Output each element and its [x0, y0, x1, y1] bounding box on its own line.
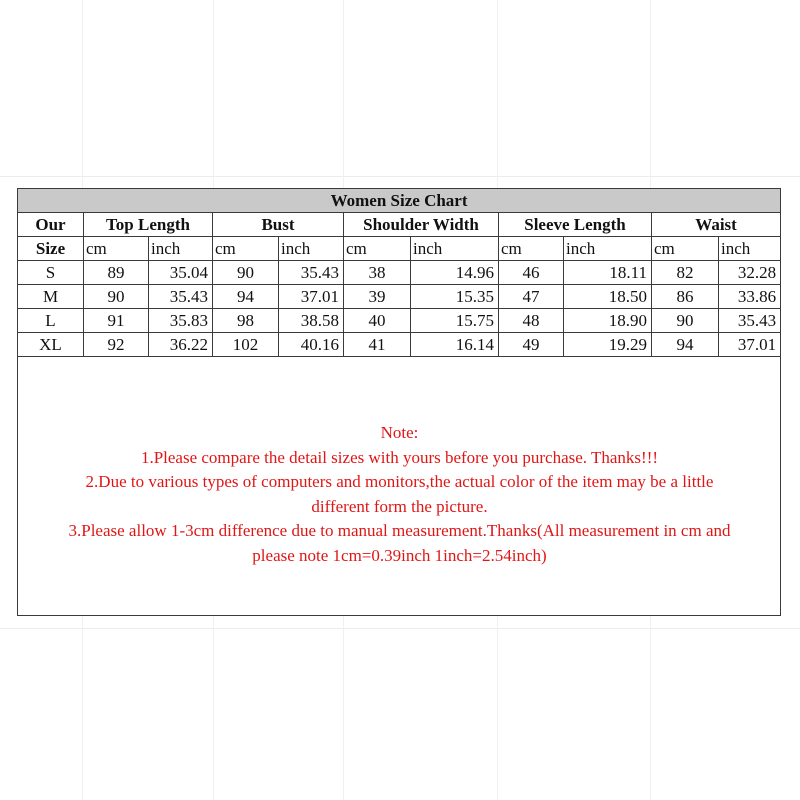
- table-row: [18, 261, 781, 285]
- note-line: 3.Please allow 1-3cm difference due to manual measurement.Thanks(All measurement in cm and: [68, 521, 731, 540]
- value-cell[interactable]: 35.43: [719, 309, 781, 333]
- chart-title[interactable]: Women Size Chart: [18, 189, 781, 213]
- value-cell[interactable]: 37.01: [719, 333, 781, 357]
- unit-inch[interactable]: inch: [564, 237, 652, 261]
- value-cell[interactable]: 94: [213, 285, 279, 309]
- header-bust[interactable]: Bust: [213, 213, 344, 237]
- value-cell[interactable]: 35.43: [279, 261, 344, 285]
- value-cell[interactable]: 38: [344, 261, 411, 285]
- unit-inch[interactable]: inch: [279, 237, 344, 261]
- value-cell[interactable]: 18.11: [564, 261, 652, 285]
- size-header-bottom[interactable]: Size: [18, 237, 84, 261]
- value-cell[interactable]: 19.29: [564, 333, 652, 357]
- value-cell[interactable]: 15.75: [411, 309, 499, 333]
- value-cell[interactable]: 90: [652, 309, 719, 333]
- value-cell[interactable]: 33.86: [719, 285, 781, 309]
- unit-inch[interactable]: inch: [719, 237, 781, 261]
- unit-inch[interactable]: inch: [411, 237, 499, 261]
- unit-cm[interactable]: cm: [84, 237, 149, 261]
- value-cell[interactable]: 36.22: [149, 333, 213, 357]
- value-cell[interactable]: 14.96: [411, 261, 499, 285]
- size-cell[interactable]: XL: [18, 333, 84, 357]
- unit-inch[interactable]: inch: [149, 237, 213, 261]
- value-cell[interactable]: 18.90: [564, 309, 652, 333]
- value-cell[interactable]: 91: [84, 309, 149, 333]
- note-line: please note 1cm=0.39inch 1inch=2.54inch): [252, 545, 547, 565]
- value-cell[interactable]: 92: [84, 333, 149, 357]
- value-cell[interactable]: 35.04: [149, 261, 213, 285]
- note-line: 2.Due to various types of computers and monitors,the actual color of the item may be a little: [85, 472, 714, 491]
- background-gridline: [0, 176, 800, 177]
- size-cell[interactable]: M: [18, 285, 84, 309]
- table-row: [18, 333, 781, 357]
- value-cell[interactable]: 18.50: [564, 285, 652, 309]
- value-cell[interactable]: 40.16: [279, 333, 344, 357]
- value-cell[interactable]: 38.58: [279, 309, 344, 333]
- background-gridline: [0, 628, 800, 629]
- value-cell[interactable]: 37.01: [279, 285, 344, 309]
- value-cell[interactable]: 94: [652, 333, 719, 357]
- unit-cm[interactable]: cm: [344, 237, 411, 261]
- value-cell[interactable]: 15.35: [411, 285, 499, 309]
- size-chart-table: [17, 188, 781, 357]
- value-cell[interactable]: 48: [499, 309, 564, 333]
- value-cell[interactable]: 39: [344, 285, 411, 309]
- value-cell[interactable]: 16.14: [411, 333, 499, 357]
- size-header-top[interactable]: Our: [18, 213, 84, 237]
- value-cell[interactable]: 47: [499, 285, 564, 309]
- value-cell[interactable]: 90: [213, 261, 279, 285]
- size-cell[interactable]: L: [18, 309, 84, 333]
- note-line: different form the picture.: [311, 496, 488, 516]
- value-cell[interactable]: 35.83: [149, 309, 213, 333]
- unit-cm[interactable]: cm: [213, 237, 279, 261]
- value-cell[interactable]: 86: [652, 285, 719, 309]
- header-shoulder-width[interactable]: Shoulder Width: [344, 213, 499, 237]
- header-sleeve-length[interactable]: Sleeve Length: [499, 213, 652, 237]
- value-cell[interactable]: 90: [84, 285, 149, 309]
- value-cell[interactable]: 40: [344, 309, 411, 333]
- unit-cm[interactable]: cm: [499, 237, 564, 261]
- note-line: 1.Please compare the detail sizes with yours before you purchase. Thanks!!!: [140, 447, 659, 467]
- value-cell[interactable]: 46: [499, 261, 564, 285]
- value-cell[interactable]: 82: [652, 261, 719, 285]
- value-cell[interactable]: 35.43: [149, 285, 213, 309]
- value-cell[interactable]: 41: [344, 333, 411, 357]
- table-row: [18, 285, 781, 309]
- size-chart-sheet: [17, 188, 781, 616]
- value-cell[interactable]: 102: [213, 333, 279, 357]
- unit-cm[interactable]: cm: [652, 237, 719, 261]
- value-cell[interactable]: 89: [84, 261, 149, 285]
- header-top-length[interactable]: Top Length: [84, 213, 213, 237]
- size-cell[interactable]: S: [18, 261, 84, 285]
- table-row: [18, 309, 781, 333]
- value-cell[interactable]: 32.28: [719, 261, 781, 285]
- note-heading: Note:: [380, 423, 419, 442]
- header-waist[interactable]: Waist: [652, 213, 781, 237]
- notes-block[interactable]: [18, 421, 781, 568]
- value-cell[interactable]: 98: [213, 309, 279, 333]
- value-cell[interactable]: 49: [499, 333, 564, 357]
